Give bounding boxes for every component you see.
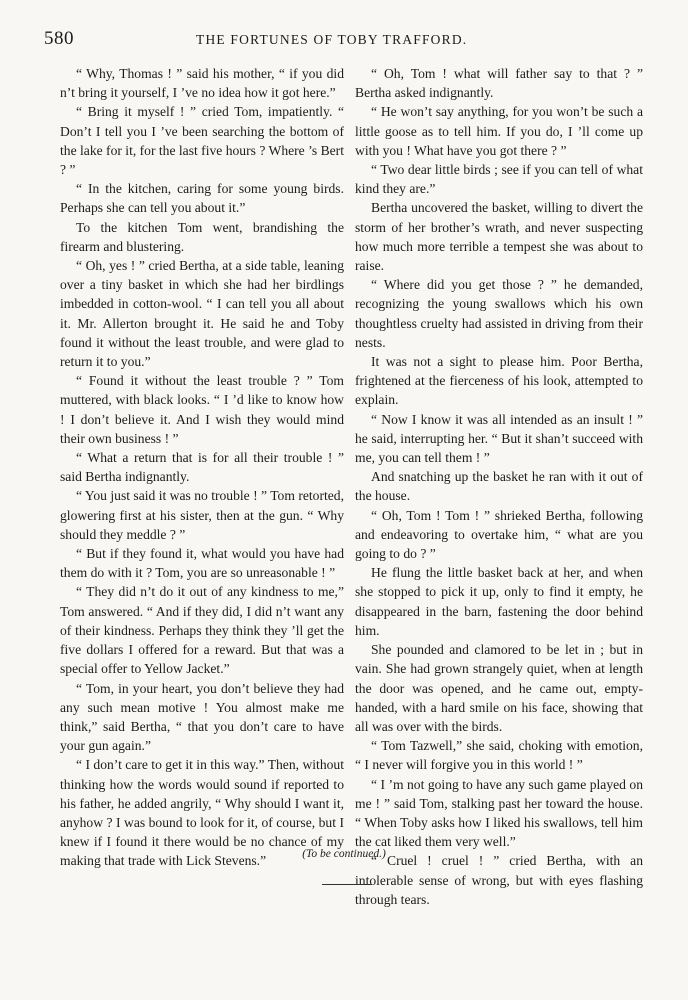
- paragraph: “ I ’m not going to have any such game played on me ! ” said Tom, stalking past her toward the house. “ When Toby asks how I liked his swallows, tell him the cat liked them very well.”: [355, 776, 643, 850]
- paragraph: To the kitchen Tom went, brandishing the firearm and blustering.: [60, 219, 344, 254]
- paragraph: “ Now I know it was all intended as an insult ! ” he said, interrupting her. “ But it shan’t succeed with me, you can tell them ! ”: [355, 411, 643, 466]
- paragraph: “ Tom Tazwell,” she said, choking with emotion, “ I never will forgive you in this world ! ”: [355, 738, 643, 773]
- paragraph: “ You just said it was no trouble ! ” Tom retorted, glowering first at his sister, then at the gun. “ Why should they meddle ? ”: [60, 488, 344, 542]
- paragraph: “ Oh, Tom ! Tom ! ” shrieked Bertha, following and endeavoring to overtake him, “ what are you going to do ? ”: [355, 507, 643, 562]
- end-rule-divider: [322, 884, 372, 885]
- paragraph: And snatching up the basket he ran with it out of the house.: [355, 469, 643, 504]
- paragraph: “ In the kitchen, caring for some young birds. Perhaps she can tell you about it.”: [60, 181, 344, 216]
- paragraph: “ He won’t say anything, for you won’t be such a little goose as to tell him. If you do, I ’ll come up with you ! What have you got there ? ”: [355, 104, 643, 158]
- paragraph: “ Where did you get those ? ” he demanded, recognizing the young swallows which his own thoughtless cruelty had assisted in driving from their nests.: [355, 277, 643, 350]
- paragraph: “ Tom, in your heart, you don’t believe they had any such mean motive ! You almost make me think,” said Bertha, “ that you don’t care to have your gun again.”: [60, 680, 344, 754]
- paragraph: “ But if they found it, what would you have had them do with it ? Tom, you are so unreasonable ! ”: [60, 546, 344, 581]
- to-be-continued-note: (To be continued.): [302, 848, 386, 860]
- paragraph: He flung the little basket back at her, and when she stopped to pick it up, only to find it empty, he disappeared in the barn, fastening the door behind him.: [355, 565, 643, 638]
- paragraph: “ Oh, yes ! ” cried Bertha, at a side table, leaning over a tiny basket in which she had her birdlings imbedded in cotton-wool. “ I can tell you all about it. Mr. Allerton brought it. He said he and Toby found it without the least trouble, and were glad to return it to you.”: [60, 258, 344, 370]
- paragraph: “ Oh, Tom ! what will father say to that ? ” Bertha asked indignantly.: [355, 66, 643, 101]
- paragraph: “ Found it without the least trouble ? ” Tom muttered, with black looks. “ I ’d like to know how ! I don’t believe it. And I wish they would mind their own business ! ”: [60, 373, 344, 446]
- page-number: 580: [44, 28, 74, 49]
- paragraph: She pounded and clamored to be let in ; but in vain. She had grown strangely quiet, when at length the door was opened, and he came out, empty-handed, with a hard smile on his face, showing that all was over with the birds.: [355, 642, 643, 734]
- left-column: [60, 64, 344, 871]
- paragraph: “ I don’t care to get it in this way.” Then, without thinking how the words would sound if reported to his father, he added angrily, “ Why should I want it, anyhow ? I was bound to look for it, of course, but I knew if I found it there would be no chance of my making that trade with Lick Stevens.”: [60, 757, 344, 869]
- paragraph: “ Bring it myself ! ” cried Tom, impatiently. “ Don’t I tell you I ’ve been searching the bottom of the lake for it, for the last five hours ? Where ’s Bert ? ”: [60, 104, 344, 178]
- paragraph: Bertha uncovered the basket, willing to divert the storm of her brother’s wrath, and never suspecting how much more terrible a tempest she was about to raise.: [355, 200, 643, 274]
- paragraph: “ Why, Thomas ! ” said his mother, “ if you did n’t bring it yourself, I ’ve no idea how it got here.”: [60, 66, 344, 101]
- right-column: [355, 64, 643, 909]
- paragraph: It was not a sight to please him. Poor Bertha, frightened at the fierceness of his look, attempted to explain.: [355, 354, 643, 408]
- paragraph: “ Cruel ! cruel ! ” cried Bertha, with an intolerable sense of wrong, but with eyes flashing through tears.: [355, 853, 643, 907]
- paragraph: “ They did n’t do it out of any kindness to me,” Tom answered. “ And if they did, I did n’t want any of their kindness. Perhaps they think they ’ll get the five dollars I offered for a reward. But that was a special offer to Yellow Jacket.”: [60, 584, 344, 677]
- paragraph: “ Two dear little birds ; see if you can tell of what kind they are.”: [355, 162, 643, 197]
- paragraph: “ What a return that is for all their trouble ! ” said Bertha indignantly.: [60, 450, 344, 485]
- running-title: THE FORTUNES OF TOBY TRAFFORD.: [196, 32, 468, 47]
